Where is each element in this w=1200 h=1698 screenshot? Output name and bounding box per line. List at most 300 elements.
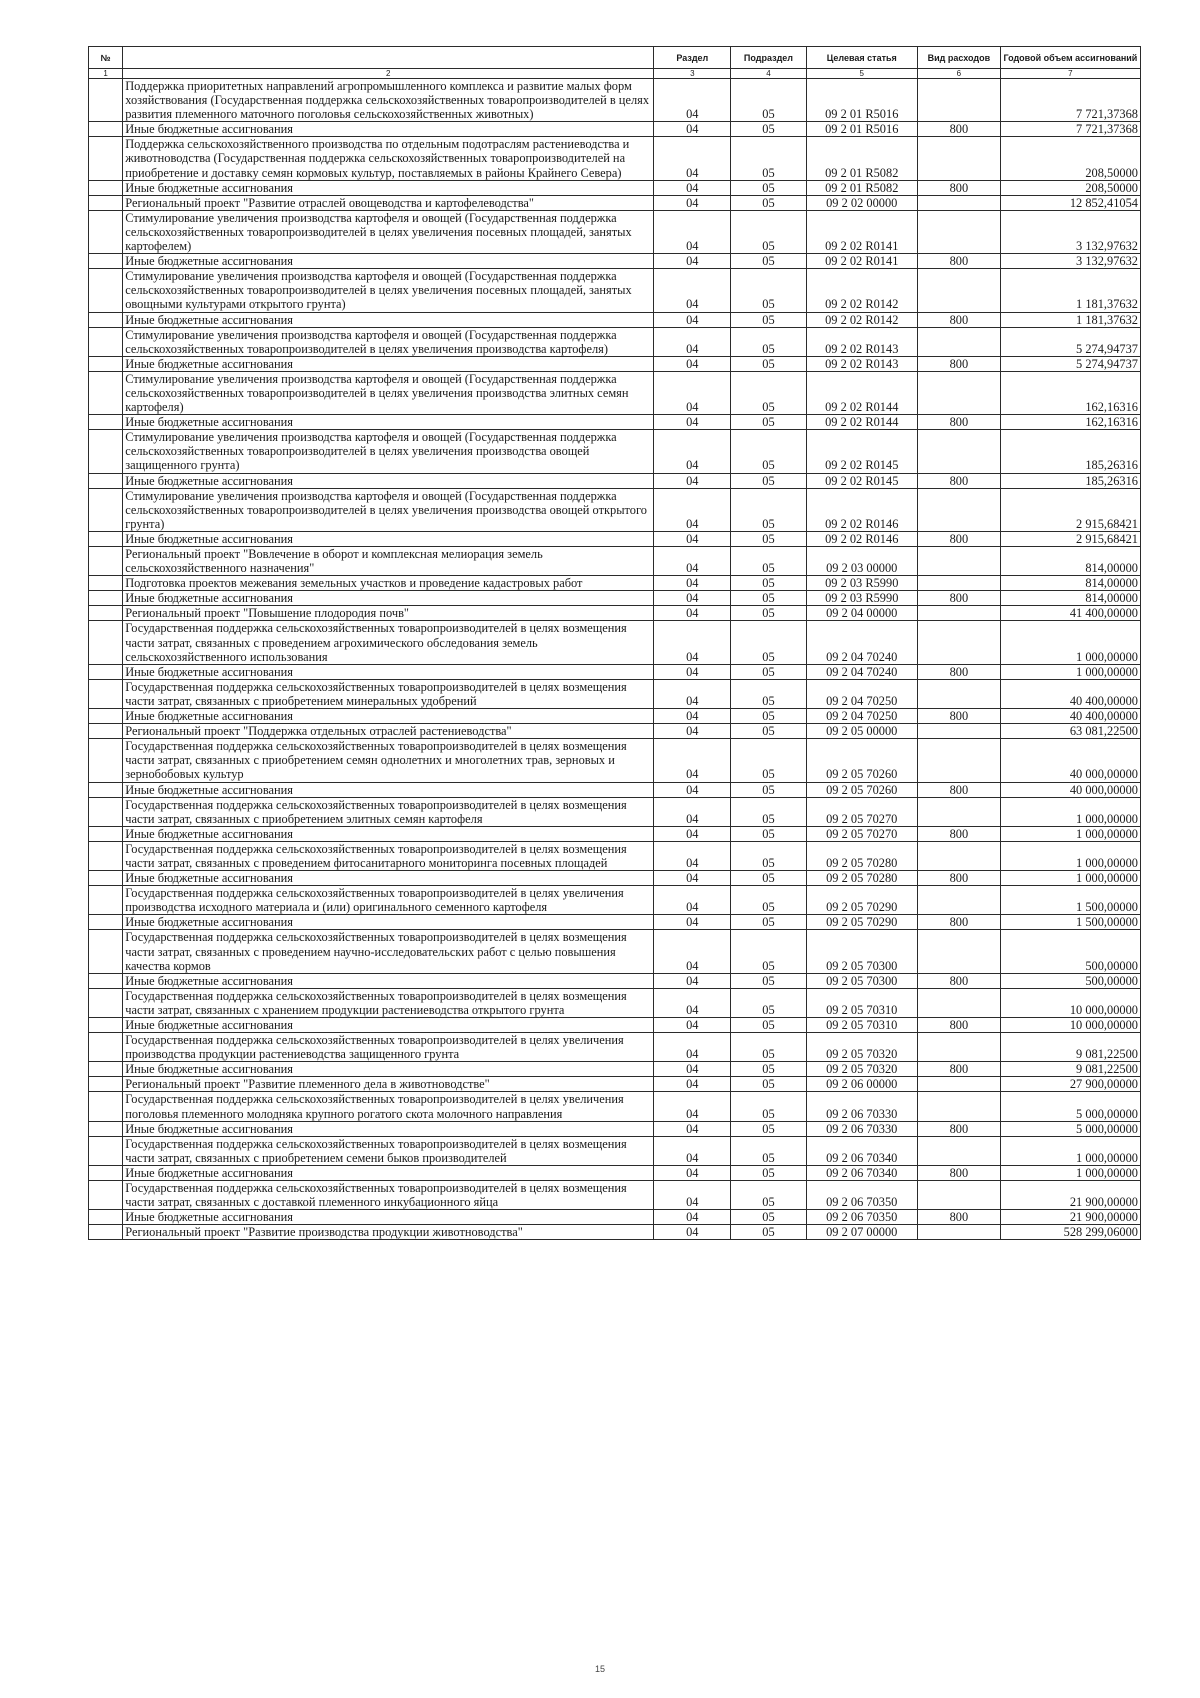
- table-row: [89, 269, 1141, 312]
- table-row: [89, 415, 1141, 430]
- table-row: [89, 488, 1141, 531]
- row-number-cell: [89, 709, 123, 724]
- row-target-article-cell: 09 2 05 70310: [806, 988, 917, 1017]
- row-name-cell: Стимулирование увеличения производства картофеля и овощей (Государственная поддержка сельскохозяйственных товаропроизводителей в целях увеличения производства овощей открытого грунта): [123, 488, 654, 531]
- table-row: [89, 841, 1141, 870]
- row-sum-cell: 1 000,00000: [1000, 1136, 1140, 1165]
- row-podrazdel-cell: 05: [731, 1062, 806, 1077]
- row-number-cell: [89, 606, 123, 621]
- row-podrazdel-cell: 05: [731, 841, 806, 870]
- row-target-article-cell: 09 2 03 R5990: [806, 576, 917, 591]
- row-razdel-cell: 04: [654, 1092, 731, 1121]
- row-razdel-cell: 04: [654, 254, 731, 269]
- row-number-cell: [89, 254, 123, 269]
- row-sum-cell: 7 721,37368: [1000, 122, 1140, 137]
- row-name-cell: Иные бюджетные ассигнования: [123, 531, 654, 546]
- row-name-cell: Иные бюджетные ассигнования: [123, 591, 654, 606]
- row-podrazdel-cell: 05: [731, 871, 806, 886]
- row-expense-type-cell: [917, 1136, 1000, 1165]
- row-number-cell: [89, 122, 123, 137]
- row-target-article-cell: 09 2 03 R5990: [806, 591, 917, 606]
- row-name-cell: Государственная поддержка сельскохозяйственных товаропроизводителей в целях возмещения части затрат, связанных с проведением фитосанитарного мониторинга посевных площадей: [123, 841, 654, 870]
- row-razdel-cell: 04: [654, 576, 731, 591]
- row-target-article-cell: 09 2 05 70280: [806, 871, 917, 886]
- row-podrazdel-cell: 05: [731, 679, 806, 708]
- column-number: 7: [1000, 69, 1140, 79]
- row-podrazdel-cell: 05: [731, 269, 806, 312]
- row-podrazdel-cell: 05: [731, 930, 806, 973]
- row-sum-cell: 40 000,00000: [1000, 782, 1140, 797]
- row-sum-cell: 814,00000: [1000, 591, 1140, 606]
- row-expense-type-cell: 800: [917, 1062, 1000, 1077]
- row-sum-cell: 21 900,00000: [1000, 1210, 1140, 1225]
- table-row: [89, 473, 1141, 488]
- row-podrazdel-cell: 05: [731, 797, 806, 826]
- row-podrazdel-cell: 05: [731, 1165, 806, 1180]
- row-razdel-cell: 04: [654, 871, 731, 886]
- row-razdel-cell: 04: [654, 724, 731, 739]
- row-number-cell: [89, 1033, 123, 1062]
- row-razdel-cell: 04: [654, 1181, 731, 1210]
- row-number-cell: [89, 930, 123, 973]
- row-expense-type-cell: [917, 679, 1000, 708]
- row-expense-type-cell: [917, 988, 1000, 1017]
- row-target-article-cell: 09 2 03 00000: [806, 547, 917, 576]
- row-podrazdel-cell: 05: [731, 826, 806, 841]
- row-name-cell: Государственная поддержка сельскохозяйственных товаропроизводителей в целях увеличения производства продукции растениеводства защищенного грунта: [123, 1033, 654, 1062]
- table-header-row: [89, 47, 1141, 69]
- row-target-article-cell: 09 2 02 R0146: [806, 488, 917, 531]
- row-sum-cell: 40 400,00000: [1000, 679, 1140, 708]
- row-razdel-cell: 04: [654, 1210, 731, 1225]
- row-expense-type-cell: 800: [917, 915, 1000, 930]
- table-row: [89, 137, 1141, 180]
- budget-allocation-table: [88, 46, 1141, 1240]
- row-number-cell: [89, 664, 123, 679]
- row-podrazdel-cell: 05: [731, 782, 806, 797]
- row-name-cell: Стимулирование увеличения производства картофеля и овощей (Государственная поддержка сельскохозяйственных товаропроизводителей в целях увеличения производства овощей защищенного грунта): [123, 430, 654, 473]
- row-expense-type-cell: [917, 1181, 1000, 1210]
- table-row: [89, 210, 1141, 253]
- row-name-cell: Иные бюджетные ассигнования: [123, 180, 654, 195]
- row-sum-cell: 208,50000: [1000, 180, 1140, 195]
- row-name-cell: Стимулирование увеличения производства картофеля и овощей (Государственная поддержка сельскохозяйственных товаропроизводителей в целях увеличения посевных площадей, занятых овощными культурами открытого грунта): [123, 269, 654, 312]
- row-expense-type-cell: 800: [917, 473, 1000, 488]
- row-razdel-cell: 04: [654, 430, 731, 473]
- row-razdel-cell: 04: [654, 488, 731, 531]
- table-row: [89, 1136, 1141, 1165]
- row-podrazdel-cell: 05: [731, 606, 806, 621]
- row-number-cell: [89, 473, 123, 488]
- row-razdel-cell: 04: [654, 415, 731, 430]
- row-expense-type-cell: 800: [917, 973, 1000, 988]
- row-target-article-cell: 09 2 04 70240: [806, 621, 917, 664]
- row-name-cell: Иные бюджетные ассигнования: [123, 915, 654, 930]
- row-target-article-cell: 09 2 05 70310: [806, 1018, 917, 1033]
- row-podrazdel-cell: 05: [731, 254, 806, 269]
- row-razdel-cell: 04: [654, 327, 731, 356]
- row-number-cell: [89, 886, 123, 915]
- row-razdel-cell: 04: [654, 739, 731, 782]
- row-podrazdel-cell: 05: [731, 195, 806, 210]
- row-name-cell: Иные бюджетные ассигнования: [123, 254, 654, 269]
- row-number-cell: [89, 1136, 123, 1165]
- row-target-article-cell: 09 2 05 70300: [806, 930, 917, 973]
- row-name-cell: Стимулирование увеличения производства картофеля и овощей (Государственная поддержка сельскохозяйственных товаропроизводителей в целях увеличения посевных площадей, занятых картофелем): [123, 210, 654, 253]
- row-podrazdel-cell: 05: [731, 1121, 806, 1136]
- row-expense-type-cell: 800: [917, 415, 1000, 430]
- row-sum-cell: 10 000,00000: [1000, 988, 1140, 1017]
- row-expense-type-cell: [917, 621, 1000, 664]
- row-name-cell: Иные бюджетные ассигнования: [123, 973, 654, 988]
- table-row: [89, 664, 1141, 679]
- row-number-cell: [89, 488, 123, 531]
- row-target-article-cell: 09 2 02 R0144: [806, 371, 917, 414]
- row-sum-cell: 1 181,37632: [1000, 269, 1140, 312]
- row-target-article-cell: 09 2 06 00000: [806, 1077, 917, 1092]
- row-target-article-cell: 09 2 04 70250: [806, 709, 917, 724]
- row-target-article-cell: 09 2 04 00000: [806, 606, 917, 621]
- row-sum-cell: 500,00000: [1000, 930, 1140, 973]
- row-sum-cell: 3 132,97632: [1000, 254, 1140, 269]
- column-number-row: [89, 69, 1141, 79]
- row-number-cell: [89, 1181, 123, 1210]
- row-sum-cell: 1 181,37632: [1000, 312, 1140, 327]
- row-sum-cell: 814,00000: [1000, 547, 1140, 576]
- row-name-cell: Иные бюджетные ассигнования: [123, 1018, 654, 1033]
- row-podrazdel-cell: 05: [731, 591, 806, 606]
- row-name-cell: Государственная поддержка сельскохозяйственных товаропроизводителей в целях возмещения части затрат, связанных с приобретением семени быков производителей: [123, 1136, 654, 1165]
- row-expense-type-cell: 800: [917, 180, 1000, 195]
- table-row: [89, 312, 1141, 327]
- row-name-cell: Региональный проект "Развитие производства продукции животноводства": [123, 1225, 654, 1240]
- row-sum-cell: 1 000,00000: [1000, 621, 1140, 664]
- row-sum-cell: 63 081,22500: [1000, 724, 1140, 739]
- row-name-cell: Стимулирование увеличения производства картофеля и овощей (Государственная поддержка сельскохозяйственных товаропроизводителей в целях увеличения производства элитных семян картофеля): [123, 371, 654, 414]
- row-expense-type-cell: [917, 327, 1000, 356]
- table-row: [89, 254, 1141, 269]
- row-number-cell: [89, 576, 123, 591]
- row-target-article-cell: 09 2 05 70320: [806, 1062, 917, 1077]
- row-expense-type-cell: [917, 79, 1000, 122]
- row-target-article-cell: 09 2 05 70320: [806, 1033, 917, 1062]
- row-podrazdel-cell: 05: [731, 473, 806, 488]
- row-podrazdel-cell: 05: [731, 137, 806, 180]
- row-expense-type-cell: [917, 210, 1000, 253]
- row-expense-type-cell: 800: [917, 1210, 1000, 1225]
- row-name-cell: Государственная поддержка сельскохозяйственных товаропроизводителей в целях возмещения части затрат, связанных с приобретением минеральных удобрений: [123, 679, 654, 708]
- row-number-cell: [89, 547, 123, 576]
- row-sum-cell: 1 000,00000: [1000, 841, 1140, 870]
- row-name-cell: Государственная поддержка сельскохозяйственных товаропроизводителей в целях возмещения части затрат, связанных с приобретением элитных семян картофеля: [123, 797, 654, 826]
- table-row: [89, 1062, 1141, 1077]
- row-target-article-cell: 09 2 02 R0143: [806, 327, 917, 356]
- column-number: 4: [731, 69, 806, 79]
- row-expense-type-cell: [917, 1092, 1000, 1121]
- row-podrazdel-cell: 05: [731, 210, 806, 253]
- row-sum-cell: 500,00000: [1000, 973, 1140, 988]
- row-razdel-cell: 04: [654, 180, 731, 195]
- row-expense-type-cell: 800: [917, 591, 1000, 606]
- row-target-article-cell: 09 2 05 70300: [806, 973, 917, 988]
- row-razdel-cell: 04: [654, 547, 731, 576]
- table-row: [89, 371, 1141, 414]
- row-number-cell: [89, 782, 123, 797]
- row-number-cell: [89, 915, 123, 930]
- row-name-cell: Государственная поддержка сельскохозяйственных товаропроизводителей в целях возмещения части затрат, связанных с приобретением семян однолетних и многолетних трав, зерновых и зернобобовых культур: [123, 739, 654, 782]
- row-razdel-cell: 04: [654, 1165, 731, 1180]
- header-expense-type: Вид расходов: [917, 47, 1000, 69]
- row-sum-cell: 2 915,68421: [1000, 488, 1140, 531]
- table-row: [89, 679, 1141, 708]
- row-sum-cell: 162,16316: [1000, 415, 1140, 430]
- row-expense-type-cell: 800: [917, 1018, 1000, 1033]
- row-target-article-cell: 09 2 05 00000: [806, 724, 917, 739]
- row-number-cell: [89, 1077, 123, 1092]
- row-target-article-cell: 09 2 02 R0144: [806, 415, 917, 430]
- row-sum-cell: 1 500,00000: [1000, 886, 1140, 915]
- row-target-article-cell: 09 2 04 70250: [806, 679, 917, 708]
- table-row: [89, 973, 1141, 988]
- row-expense-type-cell: [917, 137, 1000, 180]
- row-podrazdel-cell: 05: [731, 915, 806, 930]
- table-row: [89, 930, 1141, 973]
- row-name-cell: Иные бюджетные ассигнования: [123, 871, 654, 886]
- row-number-cell: [89, 356, 123, 371]
- table-row: [89, 430, 1141, 473]
- row-number-cell: [89, 137, 123, 180]
- row-expense-type-cell: 800: [917, 871, 1000, 886]
- row-podrazdel-cell: 05: [731, 1136, 806, 1165]
- header-annual-allocation: Годовой объем ассигнований: [1000, 47, 1140, 69]
- row-number-cell: [89, 988, 123, 1017]
- column-number: 3: [654, 69, 731, 79]
- row-target-article-cell: 09 2 02 R0141: [806, 210, 917, 253]
- row-name-cell: Иные бюджетные ассигнования: [123, 122, 654, 137]
- row-podrazdel-cell: 05: [731, 488, 806, 531]
- row-name-cell: Иные бюджетные ассигнования: [123, 782, 654, 797]
- row-razdel-cell: 04: [654, 137, 731, 180]
- row-sum-cell: 814,00000: [1000, 576, 1140, 591]
- row-name-cell: Государственная поддержка сельскохозяйственных товаропроизводителей в целях увеличения производства исходного материала и (или) оригинального семенного картофеля: [123, 886, 654, 915]
- row-expense-type-cell: [917, 724, 1000, 739]
- table-row: [89, 709, 1141, 724]
- row-target-article-cell: 09 2 07 00000: [806, 1225, 917, 1240]
- row-number-cell: [89, 430, 123, 473]
- row-expense-type-cell: [917, 739, 1000, 782]
- table-row: [89, 576, 1141, 591]
- row-number-cell: [89, 371, 123, 414]
- row-sum-cell: 10 000,00000: [1000, 1018, 1140, 1033]
- row-expense-type-cell: [917, 576, 1000, 591]
- row-sum-cell: 3 132,97632: [1000, 210, 1140, 253]
- row-sum-cell: 5 000,00000: [1000, 1092, 1140, 1121]
- row-expense-type-cell: 800: [917, 1121, 1000, 1136]
- row-razdel-cell: 04: [654, 1033, 731, 1062]
- row-expense-type-cell: [917, 1225, 1000, 1240]
- header-name: [123, 47, 654, 69]
- row-sum-cell: 12 852,41054: [1000, 195, 1140, 210]
- row-name-cell: Государственная поддержка сельскохозяйственных товаропроизводителей в целях возмещения части затрат, связанных с доставкой племенного инкубационного яйца: [123, 1181, 654, 1210]
- row-expense-type-cell: [917, 797, 1000, 826]
- row-podrazdel-cell: 05: [731, 312, 806, 327]
- row-expense-type-cell: 800: [917, 709, 1000, 724]
- row-sum-cell: 162,16316: [1000, 371, 1140, 414]
- row-expense-type-cell: 800: [917, 356, 1000, 371]
- table-row: [89, 1181, 1141, 1210]
- row-name-cell: Государственная поддержка сельскохозяйственных товаропроизводителей в целях увеличения поголовья племенного молодняка крупного рогатого скота молочного направления: [123, 1092, 654, 1121]
- row-expense-type-cell: [917, 930, 1000, 973]
- row-expense-type-cell: [917, 488, 1000, 531]
- row-podrazdel-cell: 05: [731, 739, 806, 782]
- row-target-article-cell: 09 2 05 70270: [806, 797, 917, 826]
- row-number-cell: [89, 1092, 123, 1121]
- row-sum-cell: 1 000,00000: [1000, 826, 1140, 841]
- row-razdel-cell: 04: [654, 841, 731, 870]
- table-row: [89, 1210, 1141, 1225]
- row-podrazdel-cell: 05: [731, 122, 806, 137]
- row-name-cell: Региональный проект "Поддержка отдельных отраслей растениеводства": [123, 724, 654, 739]
- table-row: [89, 356, 1141, 371]
- row-podrazdel-cell: 05: [731, 371, 806, 414]
- row-target-article-cell: 09 2 05 70290: [806, 886, 917, 915]
- row-target-article-cell: 09 2 04 70240: [806, 664, 917, 679]
- table-row: [89, 591, 1141, 606]
- table-row: [89, 606, 1141, 621]
- row-razdel-cell: 04: [654, 797, 731, 826]
- row-number-cell: [89, 195, 123, 210]
- row-name-cell: Поддержка сельскохозяйственного производства по отдельным подотраслям растениеводства и животноводства (Государственная поддержка сельскохозяйственных товаропроизводителей на приобретение и доставку семян кормовых культур, поставляемых в районы Крайнего Севера): [123, 137, 654, 180]
- row-number-cell: [89, 841, 123, 870]
- row-target-article-cell: 09 2 01 R5016: [806, 79, 917, 122]
- row-name-cell: Иные бюджетные ассигнования: [123, 826, 654, 841]
- row-number-cell: [89, 1165, 123, 1180]
- row-sum-cell: 5 000,00000: [1000, 1121, 1140, 1136]
- row-podrazdel-cell: 05: [731, 547, 806, 576]
- row-podrazdel-cell: 05: [731, 180, 806, 195]
- row-expense-type-cell: [917, 195, 1000, 210]
- row-razdel-cell: 04: [654, 1018, 731, 1033]
- row-sum-cell: 7 721,37368: [1000, 79, 1140, 122]
- table-row: [89, 826, 1141, 841]
- table-row: [89, 1092, 1141, 1121]
- row-razdel-cell: 04: [654, 371, 731, 414]
- table-row: [89, 782, 1141, 797]
- row-expense-type-cell: 800: [917, 531, 1000, 546]
- row-expense-type-cell: [917, 269, 1000, 312]
- row-expense-type-cell: 800: [917, 826, 1000, 841]
- row-number-cell: [89, 269, 123, 312]
- row-sum-cell: 1 500,00000: [1000, 915, 1140, 930]
- row-podrazdel-cell: 05: [731, 1210, 806, 1225]
- table-row: [89, 886, 1141, 915]
- row-name-cell: Государственная поддержка сельскохозяйственных товаропроизводителей в целях возмещения части затрат, связанных с хранением продукции растениеводства открытого грунта: [123, 988, 654, 1017]
- row-sum-cell: 27 900,00000: [1000, 1077, 1140, 1092]
- row-number-cell: [89, 591, 123, 606]
- row-target-article-cell: 09 2 01 R5082: [806, 180, 917, 195]
- row-podrazdel-cell: 05: [731, 988, 806, 1017]
- row-razdel-cell: 04: [654, 930, 731, 973]
- row-number-cell: [89, 1018, 123, 1033]
- row-target-article-cell: 09 2 05 70290: [806, 915, 917, 930]
- row-razdel-cell: 04: [654, 269, 731, 312]
- row-expense-type-cell: 800: [917, 1165, 1000, 1180]
- row-name-cell: Иные бюджетные ассигнования: [123, 356, 654, 371]
- row-name-cell: Государственная поддержка сельскохозяйственных товаропроизводителей в целях возмещения части затрат, связанных с проведением научно-исследовательских работ с целью повышения качества кормов: [123, 930, 654, 973]
- header-number: №: [89, 47, 123, 69]
- row-target-article-cell: 09 2 06 70330: [806, 1121, 917, 1136]
- row-sum-cell: 5 274,94737: [1000, 356, 1140, 371]
- row-name-cell: Иные бюджетные ассигнования: [123, 415, 654, 430]
- table-row: [89, 1121, 1141, 1136]
- row-podrazdel-cell: 05: [731, 1181, 806, 1210]
- row-number-cell: [89, 531, 123, 546]
- row-number-cell: [89, 797, 123, 826]
- row-expense-type-cell: [917, 430, 1000, 473]
- row-name-cell: Подготовка проектов межевания земельных участков и проведение кадастровых работ: [123, 576, 654, 591]
- row-razdel-cell: 04: [654, 531, 731, 546]
- row-razdel-cell: 04: [654, 1077, 731, 1092]
- row-target-article-cell: 09 2 02 R0143: [806, 356, 917, 371]
- row-podrazdel-cell: 05: [731, 1077, 806, 1092]
- row-razdel-cell: 04: [654, 591, 731, 606]
- row-target-article-cell: 09 2 02 R0145: [806, 430, 917, 473]
- row-podrazdel-cell: 05: [731, 327, 806, 356]
- row-target-article-cell: 09 2 05 70280: [806, 841, 917, 870]
- row-expense-type-cell: 800: [917, 312, 1000, 327]
- row-number-cell: [89, 1062, 123, 1077]
- row-name-cell: Региональный проект "Развитие племенного дела в животноводстве": [123, 1077, 654, 1092]
- row-expense-type-cell: [917, 371, 1000, 414]
- row-podrazdel-cell: 05: [731, 886, 806, 915]
- row-number-cell: [89, 312, 123, 327]
- row-expense-type-cell: 800: [917, 254, 1000, 269]
- row-razdel-cell: 04: [654, 915, 731, 930]
- row-podrazdel-cell: 05: [731, 430, 806, 473]
- row-razdel-cell: 04: [654, 1062, 731, 1077]
- row-sum-cell: 40 000,00000: [1000, 739, 1140, 782]
- row-razdel-cell: 04: [654, 1121, 731, 1136]
- table-row: [89, 915, 1141, 930]
- table-row: [89, 531, 1141, 546]
- row-target-article-cell: 09 2 06 70340: [806, 1165, 917, 1180]
- table-row: [89, 1033, 1141, 1062]
- table-row: [89, 724, 1141, 739]
- table-row: [89, 1018, 1141, 1033]
- budget-table-sheet: [88, 46, 1141, 1240]
- row-sum-cell: 1 000,00000: [1000, 797, 1140, 826]
- row-sum-cell: 9 081,22500: [1000, 1033, 1140, 1062]
- row-target-article-cell: 09 2 02 R0142: [806, 269, 917, 312]
- row-name-cell: Иные бюджетные ассигнования: [123, 312, 654, 327]
- row-razdel-cell: 04: [654, 210, 731, 253]
- row-number-cell: [89, 1210, 123, 1225]
- row-podrazdel-cell: 05: [731, 1033, 806, 1062]
- row-podrazdel-cell: 05: [731, 1225, 806, 1240]
- row-podrazdel-cell: 05: [731, 1018, 806, 1033]
- row-number-cell: [89, 739, 123, 782]
- row-podrazdel-cell: 05: [731, 79, 806, 122]
- table-row: [89, 122, 1141, 137]
- row-target-article-cell: 09 2 05 70270: [806, 826, 917, 841]
- row-podrazdel-cell: 05: [731, 709, 806, 724]
- row-name-cell: Иные бюджетные ассигнования: [123, 709, 654, 724]
- row-sum-cell: 40 400,00000: [1000, 709, 1140, 724]
- row-name-cell: Иные бюджетные ассигнования: [123, 473, 654, 488]
- row-expense-type-cell: [917, 547, 1000, 576]
- table-row: [89, 621, 1141, 664]
- table-row: [89, 739, 1141, 782]
